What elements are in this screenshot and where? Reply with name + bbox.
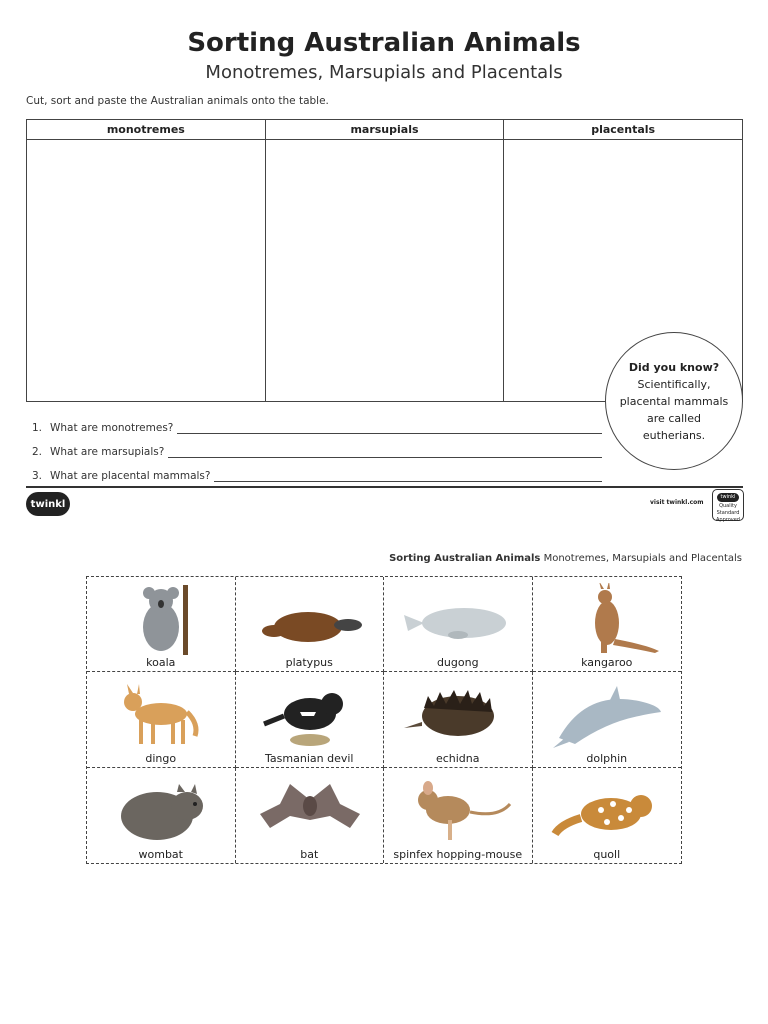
animal-card[interactable] (384, 768, 533, 863)
animal-label: spinfex hopping-mouse (393, 848, 523, 861)
header-monotremes: monotremes (27, 120, 266, 140)
answer-line[interactable] (177, 421, 602, 434)
badge-text: Quality Standard Approved (716, 503, 740, 523)
did-you-know-heading: Did you know? (628, 360, 720, 374)
animal-label: dugong (436, 656, 479, 670)
answer-line[interactable] (214, 469, 602, 482)
animal-card[interactable] (87, 672, 236, 767)
wombat-icon (101, 774, 221, 846)
page2-header-title: Sorting Australian Animals (389, 553, 541, 564)
animal-label: bat (300, 848, 319, 861)
animal-label: wombat (138, 848, 183, 861)
animal-label: dingo (145, 751, 177, 765)
spinifex-hopping-mouse-icon (398, 774, 518, 846)
instructions: Cut, sort and paste the Australian animals onto the table. (26, 95, 329, 107)
animal-card[interactable] (533, 672, 682, 767)
did-you-know-body: Scientifically, placental mammals are called eutherians. (619, 377, 729, 442)
page-title: Sorting Australian Animals (187, 28, 581, 58)
question-number: 2. (32, 446, 43, 458)
dolphin-icon (547, 678, 667, 750)
question-number: 1. (32, 422, 43, 434)
animal-card[interactable] (533, 577, 682, 672)
animal-label: Tasmanian devil (265, 751, 354, 765)
footer-divider (26, 486, 743, 488)
cell-monotremes[interactable] (27, 140, 266, 402)
visit-link[interactable]: visit twinkl.com (650, 499, 704, 506)
animal-label: kangaroo (581, 656, 633, 670)
dugong-icon (398, 583, 518, 655)
animal-label: koala (146, 656, 176, 670)
page2-header-subtitle: Monotremes, Marsupials and Placentals (543, 553, 742, 564)
question-item (32, 434, 602, 458)
animal-card[interactable] (384, 577, 533, 672)
page-subtitle: Monotremes, Marsupials and Placentals (205, 62, 563, 83)
questions-list (32, 410, 602, 482)
badge-logo: twinkl (717, 493, 739, 502)
dingo-icon (101, 678, 221, 750)
echidna-icon (398, 678, 518, 750)
bat-icon (250, 774, 370, 846)
kangaroo-icon (547, 583, 667, 655)
quoll-icon (547, 774, 667, 846)
animal-card[interactable] (87, 577, 236, 672)
page2-header (389, 553, 742, 564)
cell-marsupials[interactable] (265, 140, 504, 402)
header-placentals: placentals (504, 120, 743, 140)
tasmanian-devil-icon (250, 678, 370, 750)
did-you-know-bubble (605, 332, 743, 470)
koala-icon (101, 583, 221, 655)
animal-label: platypus (285, 656, 333, 670)
question-text: What are monotremes? (50, 422, 174, 434)
animal-label: quoll (593, 848, 621, 861)
quality-badge (712, 489, 744, 521)
question-item (32, 410, 602, 434)
animal-card[interactable] (533, 768, 682, 863)
animal-card[interactable] (236, 768, 385, 863)
platypus-icon (250, 583, 370, 655)
animal-card[interactable] (384, 672, 533, 767)
question-text: What are placental mammals? (50, 470, 211, 482)
animal-card[interactable] (87, 768, 236, 863)
animal-card[interactable] (236, 577, 385, 672)
answer-line[interactable] (168, 445, 602, 458)
question-item (32, 458, 602, 482)
question-number: 3. (32, 470, 43, 482)
header-marsupials: marsupials (265, 120, 504, 140)
animal-label: dolphin (586, 751, 628, 765)
animal-cards-grid (86, 576, 682, 864)
twinkl-logo: twinkl (26, 492, 70, 516)
question-text: What are marsupials? (50, 446, 165, 458)
animal-card[interactable] (236, 672, 385, 767)
animal-label: echidna (435, 751, 480, 765)
